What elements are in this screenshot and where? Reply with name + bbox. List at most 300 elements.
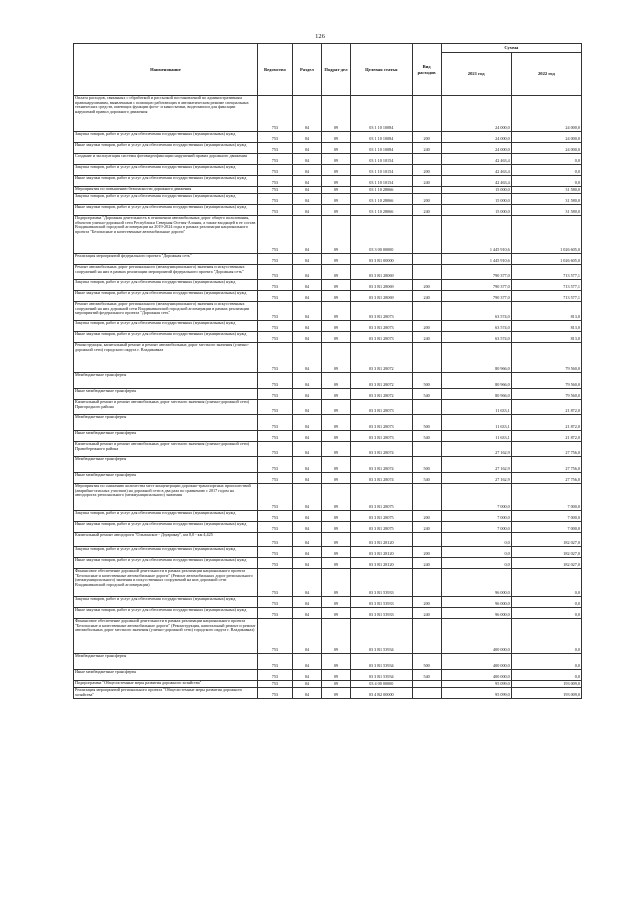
row-sum-2022: 0,0 [511, 619, 581, 654]
row-vid-raskhodov: 240 [412, 332, 441, 343]
row-podrazdel: 09 [321, 143, 350, 154]
row-razdel: 04 [292, 415, 321, 431]
row-sum-2022: 27 756,0 [511, 473, 581, 484]
row-name: Иные закупки товаров, работ и услуг для обеспечения государственных (муниципальных) нужд [74, 522, 258, 533]
row-sum-2021: 0,0 [441, 547, 511, 558]
row-vedomstvo: 753 [257, 280, 292, 291]
row-sum-2021: 96 000,0 [441, 608, 511, 619]
row-name: Капитальный ремонт и ремонт автомобильных дорог местного значения (улично-дорожной сети) Правобережного района [74, 442, 258, 457]
row-razdel: 04 [292, 569, 321, 597]
table-row [74, 597, 582, 608]
row-tselevaya-statya: 03 1 10 10154 [350, 176, 412, 187]
row-sum-2022: 0,0 [511, 176, 581, 187]
row-sum-2021: 15 000,0 [441, 187, 511, 194]
row-podrazdel: 09 [321, 654, 350, 670]
row-sum-2021: 80 966,0 [441, 389, 511, 400]
row-tselevaya-statya: 03 3 R1 00000 [350, 254, 412, 265]
row-podrazdel: 09 [321, 558, 350, 569]
row-vid-raskhodov [412, 533, 441, 547]
table-row [74, 619, 582, 654]
row-vid-raskhodov: 240 [412, 291, 441, 302]
row-sum-2022: 1 026 605,0 [511, 216, 581, 254]
row-name: Иные закупки товаров, работ и услуг для обеспечения государственных (муниципальных) нужд [74, 332, 258, 343]
table-row [74, 547, 582, 558]
row-sum-2021: 1 445 910,6 [441, 254, 511, 265]
row-sum-2022: 24 000,0 [511, 143, 581, 154]
row-razdel: 04 [292, 389, 321, 400]
row-sum-2021: 1 445 910,6 [441, 216, 511, 254]
row-razdel: 04 [292, 688, 321, 699]
row-sum-2021: 42 463,4 [441, 154, 511, 165]
row-sum-2022: 7 000,0 [511, 522, 581, 533]
row-sum-2021: 400 000,0 [441, 654, 511, 670]
row-podrazdel: 09 [321, 132, 350, 143]
row-razdel: 04 [292, 681, 321, 688]
row-vid-raskhodov [412, 442, 441, 457]
table-row [74, 143, 582, 154]
table-row [74, 254, 582, 265]
row-vedomstvo: 753 [257, 484, 292, 511]
row-name: Закупка товаров, работ и услуг для обеспечения государственных (муниципальных) нужд [74, 194, 258, 205]
row-tselevaya-statya: 03 3 R1 53934 [350, 670, 412, 681]
row-vedomstvo: 753 [257, 154, 292, 165]
row-name: Межбюджетные трансферты [74, 373, 258, 389]
row-sum-2021: 400 000,0 [441, 619, 511, 654]
table-row [74, 343, 582, 373]
row-sum-2021: 7 000,0 [441, 484, 511, 511]
row-tselevaya-statya: 03 4 R2 00000 [350, 688, 412, 699]
row-name: Подпрограмма "Дорожная деятельность в отношении автомобильных дорог общего пользования, объектов улично-дорожной сети Республики Северная Осетия-Алания, а также входящей в ее состав Владикавказской городской агломерации на 2019-2024 годы в рамках реализации национального проекта "Безопасные и качественные автомобильные дороги" [74, 216, 258, 254]
row-name: Реализация мероприятий регионального проекта "Общесистемные меры развития дорожного хозяйства" [74, 688, 258, 699]
row-name: Иные межбюджетные трансферты [74, 389, 258, 400]
budget-table [73, 43, 582, 699]
row-vedomstvo: 753 [257, 442, 292, 457]
table-row [74, 389, 582, 400]
row-razdel: 04 [292, 96, 321, 132]
row-podrazdel: 09 [321, 154, 350, 165]
row-podrazdel: 09 [321, 533, 350, 547]
row-vid-raskhodov: 540 [412, 389, 441, 400]
row-razdel: 04 [292, 442, 321, 457]
row-tselevaya-statya: 03 1 10 10154 [350, 165, 412, 176]
table-row [74, 511, 582, 522]
row-name: Капитальный ремонт автодороги "Ольгинское - Дзуарикау", км 0,0 - км 4,425 [74, 533, 258, 547]
row-sum-2022: 0,0 [511, 670, 581, 681]
row-tselevaya-statya: 03 3 R1 28074 [350, 442, 412, 457]
row-razdel: 04 [292, 343, 321, 373]
row-tselevaya-statya: 03 3 R1 28075 [350, 484, 412, 511]
row-tselevaya-statya: 03 3 R1 28073 [350, 321, 412, 332]
row-sum-2022: 182 027,0 [511, 547, 581, 558]
row-sum-2022: 1 026 605,0 [511, 254, 581, 265]
row-razdel: 04 [292, 373, 321, 389]
table-row [74, 291, 582, 302]
row-tselevaya-statya: 03 3 R1 53934 [350, 654, 412, 670]
row-sum-2022: 24 000,0 [511, 132, 581, 143]
row-sum-2021: 80 966,0 [441, 373, 511, 389]
row-name: Закупка товаров, работ и услуг для обеспечения государственных (муниципальных) нужд [74, 511, 258, 522]
row-podrazdel: 09 [321, 216, 350, 254]
row-name: Закупка товаров, работ и услуг для обеспечения государственных (муниципальных) нужд [74, 280, 258, 291]
row-sum-2022: 79 560,0 [511, 373, 581, 389]
row-podrazdel: 09 [321, 400, 350, 415]
row-razdel: 04 [292, 473, 321, 484]
row-sum-2021: 7 000,0 [441, 522, 511, 533]
row-razdel: 04 [292, 558, 321, 569]
row-sum-2021: 63 574,0 [441, 302, 511, 321]
row-vedomstvo: 753 [257, 670, 292, 681]
header-razdel: Раздел [292, 44, 321, 96]
row-sum-2021: 27 162,9 [441, 442, 511, 457]
row-name: Закупка товаров, работ и услуг для обеспечения государственных (муниципальных) нужд [74, 597, 258, 608]
row-tselevaya-statya: 03 1 10 10084 [350, 96, 412, 132]
row-razdel: 04 [292, 484, 321, 511]
row-vid-raskhodov: 200 [412, 165, 441, 176]
row-sum-2022: 182 027,0 [511, 558, 581, 569]
row-name: Капитальный ремонт и ремонт автомобильных дорог местного значения (улично-дорожной сети) Пригородного района [74, 400, 258, 415]
row-vedomstvo: 753 [257, 216, 292, 254]
row-vid-raskhodov: 240 [412, 205, 441, 216]
row-sum-2022: 813,0 [511, 302, 581, 321]
row-razdel: 04 [292, 291, 321, 302]
row-tselevaya-statya: 03 3 R1 28072 [350, 373, 412, 389]
row-tselevaya-statya: 03 3 R1 28120 [350, 533, 412, 547]
row-tselevaya-statya: 03 3 R1 28069 [350, 265, 412, 280]
row-vid-raskhodov [412, 681, 441, 688]
row-podrazdel: 09 [321, 484, 350, 511]
row-sum-2021: 27 162,9 [441, 457, 511, 473]
row-name: Реконструкция, капитальный ремонт и ремонт автомобильных дорог местного значения (улично-дорожной сети) городского округа г. Владикавказ [74, 343, 258, 373]
page-number: 126 [315, 33, 325, 40]
row-vedomstvo: 753 [257, 254, 292, 265]
row-vedomstvo: 753 [257, 205, 292, 216]
row-tselevaya-statya: 03 3 R1 28072 [350, 343, 412, 373]
table-row [74, 670, 582, 681]
row-sum-2022: 7 000,0 [511, 484, 581, 511]
row-tselevaya-statya: 03 1 10 10154 [350, 154, 412, 165]
row-sum-2021: 790 377,0 [441, 280, 511, 291]
row-podrazdel: 09 [321, 343, 350, 373]
table-row [74, 681, 582, 688]
row-name: Финансовое обеспечение дорожной деятельности в рамках реализации национального проекта "Безопасные и качественные автомобильные дороги" (Ремонт автомобильных дорог регионального (межмуниципального) значения и искусственных сооружений на них дорожной сети Владикавказской городской агломерации) [74, 569, 258, 597]
row-sum-2021: 790 377,0 [441, 291, 511, 302]
row-podrazdel: 09 [321, 302, 350, 321]
row-vedomstvo: 753 [257, 302, 292, 321]
table-row [74, 400, 582, 415]
row-vid-raskhodov [412, 254, 441, 265]
row-tselevaya-statya: 03 3 R1 28075 [350, 511, 412, 522]
row-tselevaya-statya: 03 4 00 00000 [350, 681, 412, 688]
row-sum-2022: 193 009,0 [511, 688, 581, 699]
table-row [74, 194, 582, 205]
row-razdel: 04 [292, 457, 321, 473]
row-podrazdel: 09 [321, 670, 350, 681]
table-row [74, 205, 582, 216]
row-podrazdel: 09 [321, 187, 350, 194]
row-tselevaya-statya: 03 3 R1 28069 [350, 291, 412, 302]
row-sum-2021: 63 574,0 [441, 332, 511, 343]
row-razdel: 04 [292, 654, 321, 670]
header-year-2021: 2021 год [441, 53, 511, 96]
row-vid-raskhodov: 540 [412, 670, 441, 681]
header-vid-raskhodov: Вид расходов [412, 44, 441, 96]
row-sum-2022: 0,0 [511, 154, 581, 165]
row-name: Мероприятия по снижению количества мест концентрации дорожно-транспортных происшествий (аварийно-опасных участков) на дорожной сети в два раза по сравнению с 2017 годом на автодорогах регионального (межмуниципального) значения [74, 484, 258, 511]
row-vid-raskhodov: 240 [412, 608, 441, 619]
row-podrazdel: 09 [321, 332, 350, 343]
row-sum-2021: 11 633,1 [441, 400, 511, 415]
row-razdel: 04 [292, 511, 321, 522]
row-tselevaya-statya: 03 3 R1 28073 [350, 302, 412, 321]
table-row [74, 558, 582, 569]
row-sum-2022: 31 580,0 [511, 187, 581, 194]
row-sum-2022: 24 000,0 [511, 96, 581, 132]
row-vedomstvo: 753 [257, 143, 292, 154]
row-sum-2022: 0,0 [511, 597, 581, 608]
row-name: Иные межбюджетные трансферты [74, 431, 258, 442]
row-vedomstvo: 753 [257, 373, 292, 389]
row-tselevaya-statya: 03 3 R1 28073 [350, 415, 412, 431]
row-vid-raskhodov: 200 [412, 194, 441, 205]
row-name: Финансовое обеспечение дорожной деятельности в рамках реализации национального проекта "Безопасные и качественные автомобильные дороги" (Реконструкция, капитальный ремонт и ремонт автомобильных дорог местного значения (улично-дорожной сети) городского округа г. Владикавказ) [74, 619, 258, 654]
row-tselevaya-statya: 03 1 10 28066 [350, 194, 412, 205]
row-sum-2022: 182 027,0 [511, 533, 581, 547]
row-name: Иные межбюджетные трансферты [74, 473, 258, 484]
row-vedomstvo: 753 [257, 511, 292, 522]
row-vid-raskhodov: 500 [412, 415, 441, 431]
row-vedomstvo: 753 [257, 688, 292, 699]
row-vid-raskhodov: 200 [412, 511, 441, 522]
row-podrazdel: 09 [321, 431, 350, 442]
table-row [74, 302, 582, 321]
row-vid-raskhodov: 500 [412, 457, 441, 473]
row-sum-2022: 27 756,0 [511, 442, 581, 457]
row-razdel: 04 [292, 619, 321, 654]
row-name: Иные закупки товаров, работ и услуг для обеспечения государственных (муниципальных) нужд [74, 291, 258, 302]
row-vid-raskhodov [412, 688, 441, 699]
row-sum-2021: 7 000,0 [441, 511, 511, 522]
row-name: Закупка товаров, работ и услуг для обеспечения государственных (муниципальных) нужд [74, 321, 258, 332]
row-podrazdel: 09 [321, 522, 350, 533]
row-sum-2021: 790 377,0 [441, 265, 511, 280]
row-sum-2022: 813,0 [511, 321, 581, 332]
table-row [74, 265, 582, 280]
row-sum-2021: 0,0 [441, 533, 511, 547]
row-vid-raskhodov [412, 302, 441, 321]
row-sum-2021: 24 000,0 [441, 132, 511, 143]
row-vedomstvo: 753 [257, 96, 292, 132]
row-vedomstvo: 753 [257, 291, 292, 302]
row-tselevaya-statya: 03 3 R1 53933 [350, 569, 412, 597]
row-podrazdel: 09 [321, 681, 350, 688]
row-vedomstvo: 753 [257, 547, 292, 558]
table-row [74, 654, 582, 670]
row-vedomstvo: 753 [257, 473, 292, 484]
row-tselevaya-statya: 03 1 10 10084 [350, 143, 412, 154]
row-sum-2022: 21 872,0 [511, 400, 581, 415]
row-sum-2021: 400 000,0 [441, 670, 511, 681]
table-row [74, 415, 582, 431]
row-razdel: 04 [292, 194, 321, 205]
row-vid-raskhodov: 500 [412, 654, 441, 670]
table-row [74, 473, 582, 484]
row-vid-raskhodov [412, 569, 441, 597]
row-vedomstvo: 753 [257, 619, 292, 654]
row-sum-2021: 96 000,0 [441, 569, 511, 597]
row-razdel: 04 [292, 132, 321, 143]
row-tselevaya-statya: 03 3 R1 28073 [350, 400, 412, 415]
row-sum-2022: 21 872,0 [511, 415, 581, 431]
row-podrazdel: 09 [321, 619, 350, 654]
row-sum-2022: 21 872,0 [511, 431, 581, 442]
row-vid-raskhodov: 500 [412, 373, 441, 389]
row-podrazdel: 09 [321, 205, 350, 216]
row-sum-2021: 27 162,9 [441, 473, 511, 484]
row-vedomstvo: 753 [257, 533, 292, 547]
header-vedomstvo: Ведомство [257, 44, 292, 96]
row-sum-2021: 24 000,0 [441, 96, 511, 132]
row-vid-raskhodov [412, 619, 441, 654]
row-sum-2022: 193 009,0 [511, 681, 581, 688]
row-vedomstvo: 753 [257, 608, 292, 619]
row-razdel: 04 [292, 332, 321, 343]
row-tselevaya-statya: 03 3 R1 28069 [350, 280, 412, 291]
row-name: Иные закупки товаров, работ и услуг для обеспечения государственных (муниципальных) нужд [74, 143, 258, 154]
row-razdel: 04 [292, 302, 321, 321]
row-podrazdel: 09 [321, 688, 350, 699]
row-podrazdel: 09 [321, 291, 350, 302]
row-razdel: 04 [292, 154, 321, 165]
header-tselevaya-statya: Целевая статья [350, 44, 412, 96]
row-name: Межбюджетные трансферты [74, 415, 258, 431]
row-vid-raskhodov: 240 [412, 522, 441, 533]
row-sum-2021: 11 633,1 [441, 431, 511, 442]
row-sum-2021: 42 463,4 [441, 165, 511, 176]
row-vedomstvo: 753 [257, 343, 292, 373]
row-razdel: 04 [292, 533, 321, 547]
row-sum-2022: 79 560,0 [511, 389, 581, 400]
row-razdel: 04 [292, 165, 321, 176]
row-vedomstvo: 753 [257, 597, 292, 608]
table-row [74, 688, 582, 699]
row-vid-raskhodov: 200 [412, 321, 441, 332]
row-sum-2021: 15 000,0 [441, 194, 511, 205]
row-razdel: 04 [292, 400, 321, 415]
row-razdel: 04 [292, 608, 321, 619]
row-name: Ремонт автомобильных дорог регионального (межмуниципального) значения и искусственных сооружений на них в рамках реализации мероприятий федерального проекта "Дорожная сеть" [74, 265, 258, 280]
budget-table-body [74, 96, 582, 699]
row-podrazdel: 09 [321, 254, 350, 265]
row-tselevaya-statya: 03 3 R1 28074 [350, 457, 412, 473]
header-name: Наименование [74, 44, 258, 96]
row-podrazdel: 09 [321, 608, 350, 619]
row-vedomstvo: 753 [257, 265, 292, 280]
row-sum-2021: 95 099,0 [441, 681, 511, 688]
row-sum-2021: 24 000,0 [441, 143, 511, 154]
row-podrazdel: 09 [321, 321, 350, 332]
row-vid-raskhodov [412, 216, 441, 254]
header-summa: Сумма [441, 44, 581, 53]
table-row [74, 187, 582, 194]
row-sum-2021: 96 000,0 [441, 597, 511, 608]
row-razdel: 04 [292, 522, 321, 533]
table-row [74, 321, 582, 332]
table-row [74, 154, 582, 165]
row-vedomstvo: 753 [257, 194, 292, 205]
row-vedomstvo: 753 [257, 132, 292, 143]
row-vid-raskhodov: 200 [412, 547, 441, 558]
row-tselevaya-statya: 03 3 R1 53934 [350, 619, 412, 654]
row-name: Подпрограмма "Общесистемные меры развития дорожного хозяйства" [74, 681, 258, 688]
row-sum-2022: 0,0 [511, 569, 581, 597]
table-row [74, 484, 582, 511]
table-row [74, 457, 582, 473]
header-podrazdel: Подраз-дел [321, 44, 350, 96]
row-vid-raskhodov: 240 [412, 143, 441, 154]
row-vid-raskhodov [412, 343, 441, 373]
row-tselevaya-statya: 03 1 10 28066 [350, 187, 412, 194]
row-name: Межбюджетные трансферты [74, 457, 258, 473]
row-sum-2021: 11 633,1 [441, 415, 511, 431]
row-podrazdel: 09 [321, 96, 350, 132]
row-sum-2021: 0,0 [441, 558, 511, 569]
row-razdel: 04 [292, 176, 321, 187]
table-row [74, 533, 582, 547]
row-razdel: 04 [292, 254, 321, 265]
row-razdel: 04 [292, 321, 321, 332]
row-razdel: 04 [292, 265, 321, 280]
row-name: Иные закупки товаров, работ и услуг для обеспечения государственных (муниципальных) нужд [74, 608, 258, 619]
row-sum-2021: 42 463,4 [441, 176, 511, 187]
table-row [74, 176, 582, 187]
row-vedomstvo: 753 [257, 522, 292, 533]
row-tselevaya-statya: 03 3 R1 28073 [350, 332, 412, 343]
row-podrazdel: 09 [321, 280, 350, 291]
row-tselevaya-statya: 03 3 R1 28120 [350, 558, 412, 569]
row-tselevaya-statya: 03 3 R1 53933 [350, 597, 412, 608]
table-row [74, 373, 582, 389]
table-row [74, 280, 582, 291]
row-razdel: 04 [292, 670, 321, 681]
row-vid-raskhodov: 200 [412, 132, 441, 143]
row-vedomstvo: 753 [257, 176, 292, 187]
row-name: Иные закупки товаров, работ и услуг для обеспечения государственных (муниципальных) нужд [74, 176, 258, 187]
row-name: Межбюджетные трансферты [74, 654, 258, 670]
row-podrazdel: 09 [321, 473, 350, 484]
row-name: Иные межбюджетные трансферты [74, 670, 258, 681]
row-name: Закупка товаров, работ и услуг для обеспечения государственных (муниципальных) нужд [74, 165, 258, 176]
row-razdel: 04 [292, 431, 321, 442]
row-sum-2022: 79 560,0 [511, 343, 581, 373]
row-name: Создание и эксплуатация системы фотовидеофиксации нарушений правил дорожного движения [74, 154, 258, 165]
row-podrazdel: 09 [321, 511, 350, 522]
row-name: Иные закупки товаров, работ и услуг для обеспечения государственных (муниципальных) нужд [74, 205, 258, 216]
row-vid-raskhodov: 240 [412, 176, 441, 187]
row-sum-2022: 31 580,0 [511, 205, 581, 216]
row-name: Закупка товаров, работ и услуг для обеспечения государственных (муниципальных) нужд [74, 132, 258, 143]
row-vid-raskhodov [412, 400, 441, 415]
row-sum-2022: 713 577,1 [511, 265, 581, 280]
row-vedomstvo: 753 [257, 321, 292, 332]
row-name: Ремонт автомобильных дорог регионального (межмуниципального) значения и искусственных сооружений на них дорожной сети Владикавказской городской агломерации в рамках реализации мероприятий федерального проекта "Дорожная сеть" [74, 302, 258, 321]
row-sum-2021: 80 966,0 [441, 343, 511, 373]
row-name: Закупка товаров, работ и услуг для обеспечения государственных (муниципальных) нужд [74, 547, 258, 558]
table-row [74, 608, 582, 619]
row-vid-raskhodov: 200 [412, 597, 441, 608]
row-razdel: 04 [292, 547, 321, 558]
row-vedomstvo: 753 [257, 681, 292, 688]
row-sum-2021: 63 574,0 [441, 321, 511, 332]
